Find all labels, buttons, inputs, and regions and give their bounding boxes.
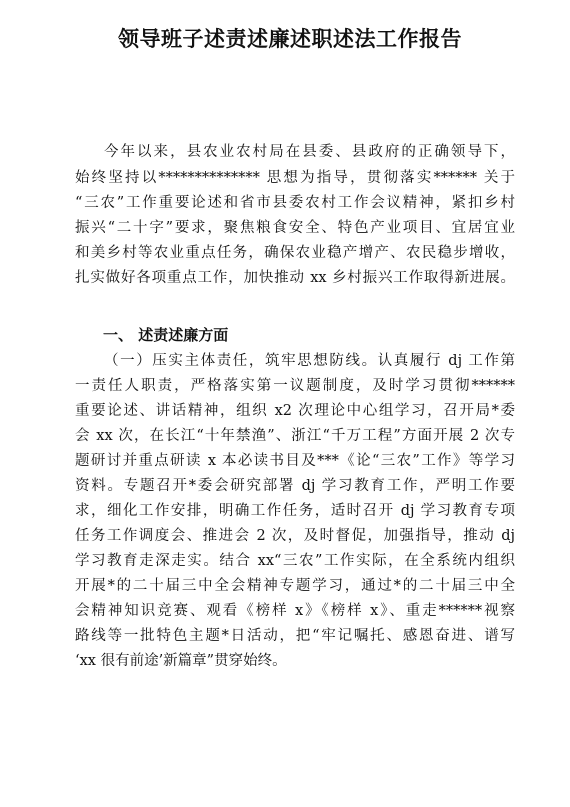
section-line: 路线等一批特色主题*日活动，把“牢记嘱托、感恩奋进、谱写 [75,628,515,644]
intro-line: 今年以来，县农业农村局在县委、县政府的正确领导下， [104,144,515,160]
section-heading: 一、 述责述廉方面 [103,326,229,344]
intro-line: 始终坚持以************** 思想为指导，贯彻落实****** 关于 [75,170,515,186]
intro-line: 扎实做好各项重点工作，加快推动 xx 乡村振兴工作取得新进展。 [75,270,515,286]
section-line: 题研讨并重点研读 x 本必读书目及***《论“三农”工作》等学习 [75,453,515,469]
section-line: 会 xx 次，在长江“十年禁渔”、浙江“千万工程”方面开展 2 次专 [75,428,515,444]
section-line: （一）压实主体责任，筑牢思想防线。认真履行 dj 工作第 [104,353,515,369]
section-line: 会精神知识竞赛、观看《榜样 x》《榜样 x》、重走******视察 [75,603,515,619]
section-line: ‘xx 很有前途’新篇章”贯穿始终。 [75,653,287,669]
section-line: 任务工作调度会、推进会 2 次，及时督促，加强指导，推动 dj [75,528,515,544]
section-line: 学习教育走深走实。结合 xx“三农”工作实际，在全系统内组织 [75,553,515,569]
section-line: 一责任人职责，严格落实第一议题制度，及时学习贯彻****** [75,378,515,394]
intro-line: 和美乡村等农业重点任务，确保农业稳产增产、农民稳步增收， [75,245,515,261]
document-title: 领导班子述责述廉述职述法工作报告 [118,26,462,52]
section-line: 重要论述、讲话精神，组织 x2 次理论中心组学习，召开局*委 [75,403,515,419]
section-line: 开展*的二十届三中全会精神专题学习，通过*的二十届三中全 [75,578,515,594]
intro-line: 振兴“二十字”要求，聚焦粮食安全、特色产业项目、宜居宜业 [75,220,515,236]
section-line: 资料。专题召开*委会研究部署 dj 学习教育工作，严明工作要 [75,478,515,494]
intro-line: “三农”工作重要论述和省市县委农村工作会议精神，紧扣乡村 [75,195,515,211]
section-line: 求，细化工作安排，明确工作任务，适时召开 dj 学习教育专项 [75,503,515,519]
